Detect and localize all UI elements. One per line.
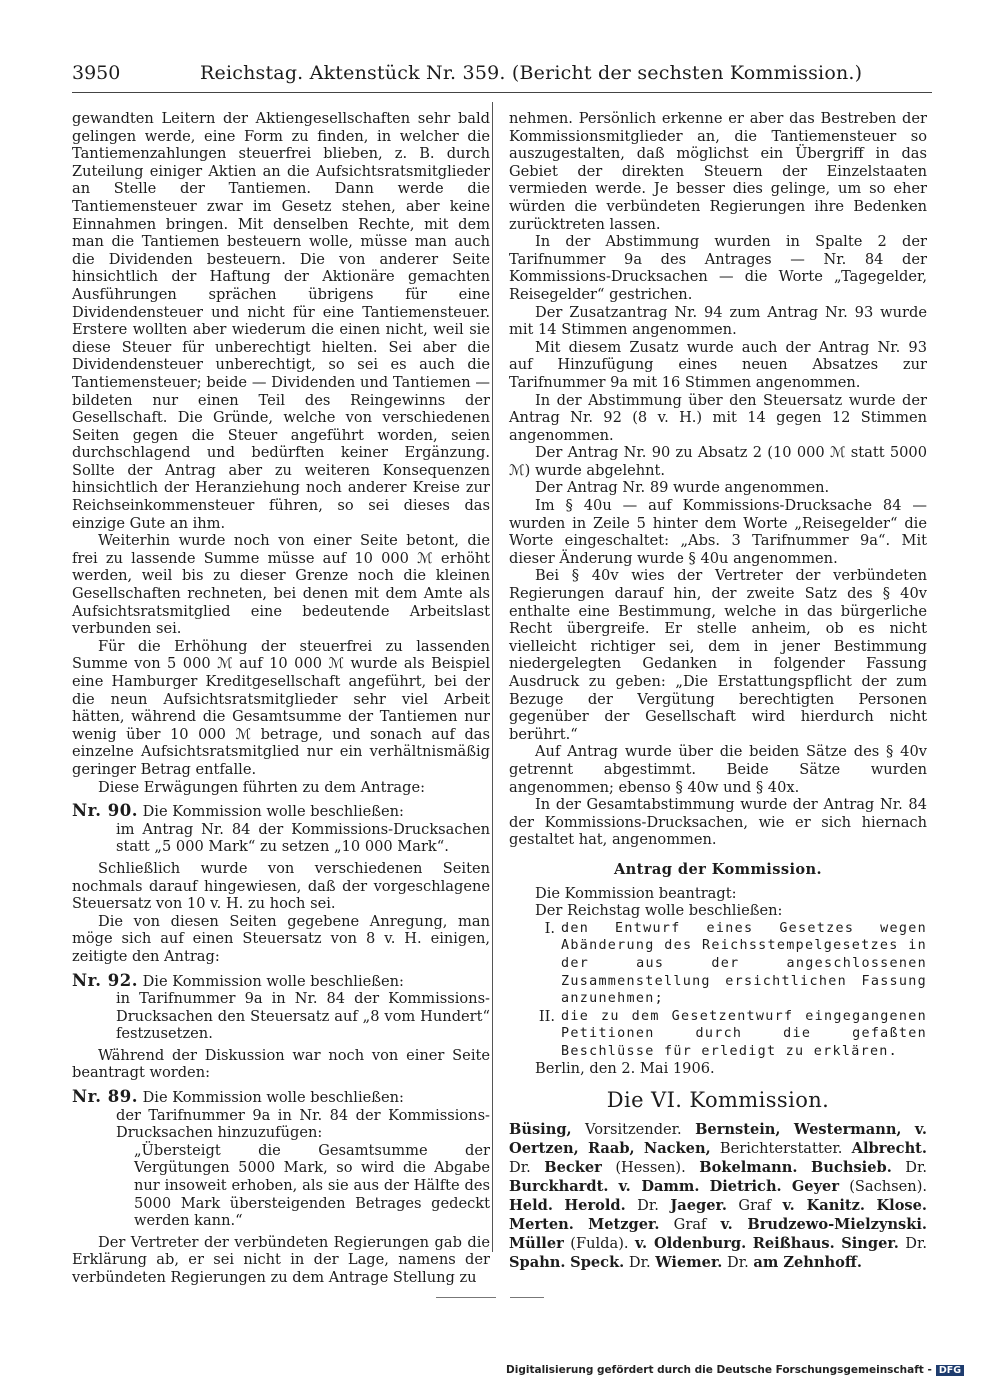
member-note [553, 1197, 564, 1214]
member-name: Bokelmann. [699, 1158, 798, 1176]
member-name: Reißhaus. [752, 1234, 835, 1252]
right-paragraph-3: Der Zusatzantrag Nr. 94 zum Antrag Nr. 93 wurde mit 14 Stimmen angenommen. [509, 303, 927, 339]
resolution-item-2-number: II. [538, 1007, 555, 1025]
member-note [574, 1216, 588, 1233]
member-name: Bernstein, [695, 1120, 781, 1138]
member-name: Spahn. [509, 1253, 566, 1271]
member-note: (Hessen). [601, 1158, 700, 1176]
column-divider [492, 102, 493, 1252]
commission-title: Die VI. Kommission. [606, 1088, 830, 1113]
member-name: v. Brudzewo-Mielzynski. [720, 1215, 928, 1233]
digitization-note-text: Digitalisierung gefördert durch die Deutsche Forschungsgemeinschaft - [506, 1364, 932, 1376]
member-name: Raab, [587, 1139, 635, 1157]
motion-nr-90 [72, 802, 490, 821]
member-note [902, 1121, 915, 1138]
member-name: Held. [509, 1196, 553, 1214]
reichstag-intro: Der Reichstag wolle beschließen: [535, 902, 783, 920]
footer-rule-short [510, 1297, 544, 1298]
right-paragraph-4: Mit diesem Zusatz wurde auch der Antrag Nr. 93 auf Hinzufügung eines neuen Absatzes zur Tarifnummer 9a mit 16 Stimmen angenommen. [509, 338, 927, 391]
right-paragraph-5: In der Abstimmung über den Steuersatz wurde der Antrag Nr. 92 (8 v. H.) mit 14 gegen 12 Stimmen angenommen. [509, 391, 927, 444]
page-number: 3950 [72, 62, 121, 84]
member-note: Vorsitzender. [571, 1120, 696, 1138]
place-date: Berlin, den 2. Mai 1906. [535, 1060, 715, 1078]
member-name: v. Oldenburg. [635, 1234, 747, 1252]
resolution-item-1-text: den Entwurf eines Gesetzes wegen Abänderung des Reichsstempelgesetzes in der aus der angeschlossenen Zusammenstellung ersichtlichen Fassung anzunehmen; [561, 920, 927, 1007]
page-header: Reichstag. Aktenstück Nr. 359. (Bericht der sechsten Kommission.) [200, 62, 863, 84]
member-note [579, 1140, 588, 1157]
motion-92-body: in Tarifnummer 9a in Nr. 84 der Kommissions-Drucksachen den Steuersatz auf „8 vom Hundert“ festzusetzen. [116, 990, 490, 1043]
member-note: (Fulda). [563, 1234, 636, 1252]
member-note [608, 1178, 618, 1195]
member-note: Berichterstatter. [710, 1139, 852, 1157]
resolution-item-1-number: I. [544, 919, 555, 937]
member-name: v. Oertzen, [509, 1120, 927, 1157]
member-name: Becker [544, 1158, 602, 1176]
member-note [781, 1121, 794, 1138]
member-name: Nacken, [643, 1139, 711, 1157]
member-name: Burckhardt. [509, 1177, 609, 1195]
member-name: Metzger. [588, 1215, 660, 1233]
member-name: v. Kanitz. [782, 1196, 865, 1214]
motion-89-label: Nr. 89. [72, 1087, 138, 1107]
left-paragraph-6: Die von diesen Seiten gegebene Anregung, man möge sich auf einen Steuersatz von 8 v. H. einigen, zeitigte den Antrag: [72, 912, 490, 965]
right-paragraph-6: Der Antrag Nr. 90 zu Absatz 2 (10 000 ℳ statt 5000 ℳ) wurde abgelehnt. [509, 444, 927, 479]
motion-89-body [116, 1107, 490, 1230]
member-note [865, 1197, 876, 1214]
left-paragraph-5: Schließlich wurde von verschiedenen Seiten nochmals darauf hingewiesen, daß der vorgeschlagene Steuersatz von 10 v. H. zu hoch sei. [72, 859, 490, 913]
member-note [782, 1178, 792, 1195]
right-paragraph-7: Der Antrag Nr. 89 wurde angenommen. [535, 479, 830, 497]
member-note: Dr. [509, 1158, 545, 1176]
left-paragraph-2: Weiterhin wurde noch von einer Seite betont, die frei zu lassende Summe müsse auf 10 000 ℳ erhöht werden, weil bis zu dieser Grenze noch die kleinen Gesellschaften rechneten, bei denen mit dem Amte als Aufsichtsratsmitglied eine bedeutende Arbeitslast verbunden sei. [72, 532, 490, 638]
digitization-note [506, 1364, 964, 1376]
motion-92-label: Nr. 92. [72, 970, 138, 990]
left-paragraph-3: Für die Erhöhung der steuerfrei zu lassenden Summe von 5 000 ℳ auf 10 000 ℳ wurde als Beispiel eine Hamburger Kreditgesellschaft angeführt, bei der die neun Aufsichtsratsmitglieder sehr viel Arbeit hätten, während die Gesamtsumme der Tantiemen nur wenig über 10 000 ℳ betrage, und sonach auf das einzelne Aufsichtsratsmitglied nur ein verhältnismäßig geringer Betrag entfalle. [72, 637, 490, 778]
motion-89-intro: Die Kommission wolle beschließen: [142, 1089, 404, 1107]
footer-rule [436, 1297, 496, 1298]
motion-89-text: der Tarifnummer 9a in Nr. 84 der Kommissions-Drucksachen hinzuzufügen: [116, 1106, 490, 1142]
right-paragraph-10: Auf Antrag wurde über die beiden Sätze des § 40v getrennt abgestimmt. Beide Sätze wurden angenommen; ebenso § 40w und § 40x. [509, 743, 927, 796]
right-paragraph-11: In der Gesamtabstimmung wurde der Antrag Nr. 84 der Kommissions-Drucksachen, wie er sich hiernach gestaltet hat, angenommen. [509, 796, 927, 849]
member-name: Merten. [509, 1215, 574, 1233]
dfg-logo: DFG [936, 1365, 964, 1376]
right-paragraph-8: Im § 40u — auf Kommissions-Drucksache 84 — wurden in Zeile 5 hinter dem Worte „Reisegelder“ die Worte eingeschaltet: „Abs. 3 Tarifnummer 9a“. Mit dieser Änderung wurde § 40u angenommen. [509, 497, 927, 567]
member-note [797, 1159, 811, 1176]
motion-89-quote: „Übersteigt die Gesamtsumme der Vergütungen 5000 Mark, so wird die Abgabe nur insoweit erhoben, als sie aus der Hälfte des 5000 Mark übersteigenden Betrages gedeckt werden kann.“ [134, 1141, 490, 1230]
motion-92-intro: Die Kommission wolle beschließen: [142, 972, 404, 990]
member-name: Speck. [570, 1253, 625, 1271]
header-rule [72, 92, 932, 93]
member-name: Geyer [791, 1177, 840, 1195]
member-name: am Zehnhoff. [753, 1253, 862, 1271]
member-name: v. Damm. [618, 1177, 700, 1195]
member-name: Albrecht. [851, 1139, 928, 1157]
left-paragraph-4: Diese Erwägungen führten zu dem Antrage: [98, 778, 426, 796]
section-heading: Antrag der Kommission. [613, 860, 823, 878]
left-paragraph-8: Der Vertreter der verbündeten Regierungen gab die Erklärung ab, er sei nicht in der Lage, namens der verbündeten Regierungen zu dem Antrage Stellung zu [72, 1233, 490, 1286]
motion-90-label: Nr. 90. [72, 801, 138, 821]
member-note: Dr. [722, 1253, 754, 1271]
member-list [509, 1120, 927, 1272]
member-note [635, 1140, 644, 1157]
motion-90-body: im Antrag Nr. 84 der Kommissions-Drucksachen statt „5 000 Mark“ zu setzen „10 000 Mark“. [116, 820, 490, 856]
motion-90-intro: Die Kommission wolle beschließen: [142, 803, 404, 821]
member-note [699, 1178, 709, 1195]
right-paragraph-1: nehmen. Persönlich erkenne er aber das Bestreben der Kommissionsmitglieder an, die Tantiemensteuer so auszugestalten, daß möglichst ein Übergriff in das Gebiet der direkten Steuern der Einzelstaaten vermieden werde. Je besser dies gelinge, um so eher würden die verbündeten Regierungen ihre Bedenken zurücktreten lassen. [509, 110, 927, 233]
member-name: Büsing, [509, 1120, 572, 1138]
left-column [72, 110, 490, 1287]
member-name: Buchsieb. [811, 1158, 892, 1176]
motion-nr-89 [72, 1088, 490, 1107]
member-note: Dr. [625, 1196, 671, 1214]
member-name: Wiemer. [655, 1253, 723, 1271]
member-note: Dr. [891, 1158, 928, 1176]
member-name: Westermann, [793, 1120, 902, 1138]
right-column [509, 110, 927, 1272]
member-name: Singer. [841, 1234, 899, 1252]
commission-intro: Die Kommission beantragt: [535, 884, 737, 902]
right-paragraph-2: In der Abstimmung wurden in Spalte 2 der Tarifnummer 9a des Antrages — Nr. 84 der Kommissions-Drucksachen — die Worte „Tagegelder, Reisegelder“ gestrichen. [509, 233, 927, 303]
member-name: Müller [509, 1234, 564, 1252]
member-note: Dr. [624, 1253, 656, 1271]
member-note: Dr. [898, 1234, 928, 1252]
motion-nr-92 [72, 972, 490, 991]
right-paragraph-9: Bei § 40v wies der Vertreter der verbündeten Regierungen darauf hin, der zweite Satz des § 40v enthalte eine Bestimmung, welche in das bürgerliche Recht übergreife. Er stelle anheim, ob es nicht vielleicht richtiger sei, dem in jener Bestimmung niedergelegten Gedanken in folgender Fassung Ausdruck zu geben: „Die Erstattungspflicht der zum Bezuge der Vergütung berechtigten Personen gegenüber der Gesellschaft wird hierdurch nicht berührt.“ [509, 567, 927, 743]
left-paragraph-7: Während der Diskussion war noch von einer Seite beantragt worden: [72, 1046, 490, 1082]
member-name: Klose. [876, 1196, 928, 1214]
left-paragraph-1: gewandten Leitern der Aktiengesellschaften sehr bald gelingen werde, eine Form zu finden, in welcher die Tantiemenzahlungen steuerfrei blieben, z. B. durch Zuteilung einiger Aktien an die Aufsichtsratsmitglieder an Stelle der Tantiemen. Dann werde die Tantiemensteuer zwar im Gesetz stehen, aber keine Einnahmen bringen. Mit denselben Rechte, mit dem man die Tantiemen besteuern wolle, müsse man auch die Dividenden besteuern. Die von anderer Seite hinsichtlich der Haftung der Aktionäre gemachten Ausführungen sprächen übrigens für eine Dividendensteuer und nicht für eine Tantiemensteuer. Erstere wollten aber wiederum die einen nicht, weil sie diese Steuer für unberechtigt hielten. Sei aber die Dividendensteuer unberechtigt, so sei es auch die Tantiemensteuer; beide — Dividenden und Tantiemen — bildeten nur einen Teil des Reingewinns der Gesellschaft. Die Gründe, welche von verschiedenen Seiten gegen die Steuer angeführt worden, seien durchschlagend und bedürften keiner Ergänzung. Sollte der Antrag aber zu weiteren Konsequenzen hinsichtlich der Heranziehung noch anderer Kreise zur Reichseinkommensteuer führen, so sei dieses das einzige Gute an ihm. [72, 110, 490, 532]
member-note: Graf [726, 1196, 783, 1214]
member-name: Dietrich. [709, 1177, 782, 1195]
resolution-item-1 [527, 920, 927, 1008]
member-name: Herold. [564, 1196, 626, 1214]
member-note: (Sachsen). [839, 1177, 928, 1195]
member-name: Jaeger. [670, 1196, 727, 1214]
resolution-item-2 [527, 1008, 927, 1061]
member-note: Graf [659, 1215, 721, 1233]
resolution-item-2-text: die zu dem Gesetzentwurf eingegangenen Petitionen durch die gefaßten Beschlüsse für erledigt zu erklären. [561, 1008, 927, 1059]
